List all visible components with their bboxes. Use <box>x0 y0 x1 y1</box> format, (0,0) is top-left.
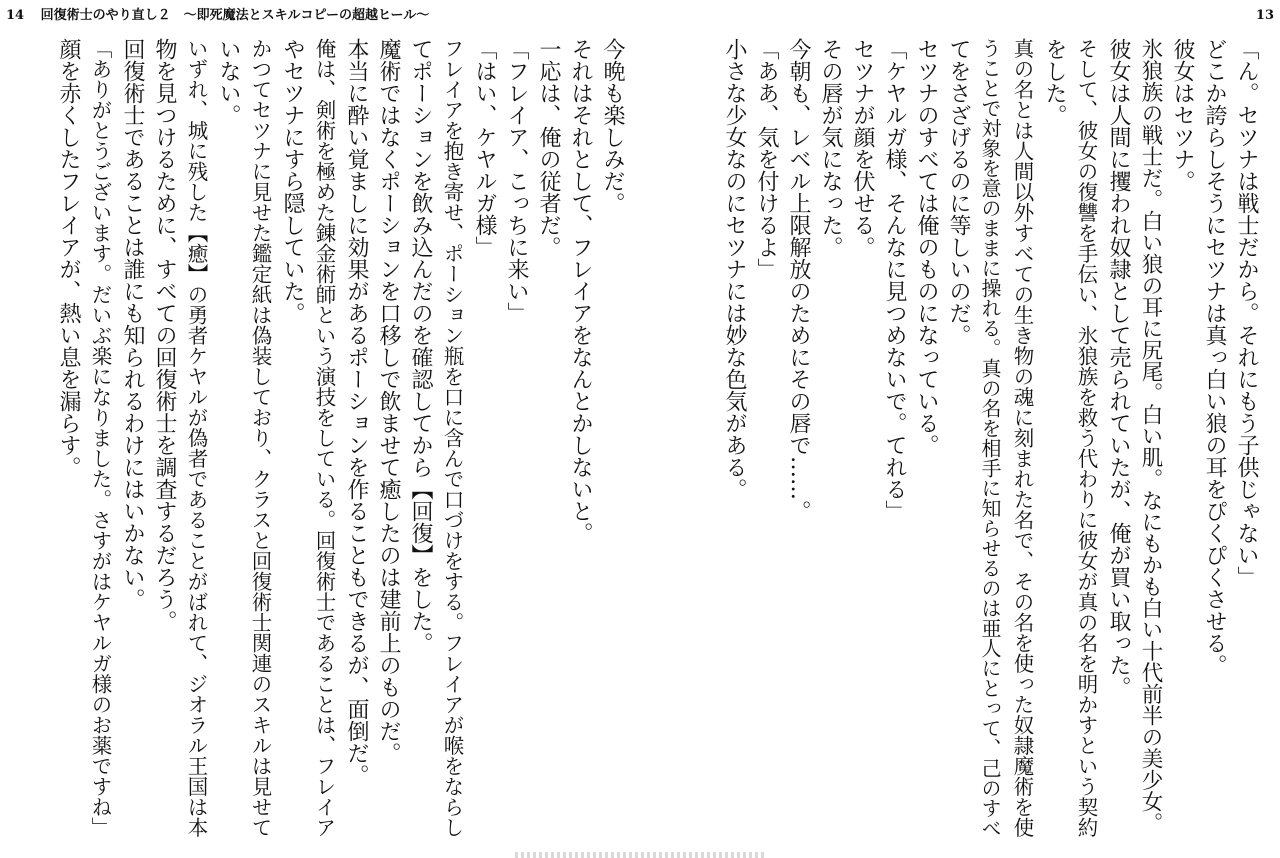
text-line: 物を見つけるために、すべての回復術士を調査するだろう。 <box>152 38 177 632</box>
left-page-number: 14 <box>6 8 25 23</box>
text-line: 氷狼族の戦士だ。白い狼の耳に尻尾。白い肌。なにもかも白い十代前半の美少女。 <box>1138 38 1163 834</box>
text-line: 「フレイア、こっちに来い」 <box>504 38 529 324</box>
text-line: かつてセツナに見せた鑑定紙は偽装しており、クラスと回復術士関連のスキルは見せて <box>248 38 272 838</box>
text-line: 「はい、ケヤルガ様」 <box>472 38 497 258</box>
text-line: そして、彼女の復讐を手伝い、氷狼族を救う代わりに彼女が真の名を明かすという契約 <box>1074 38 1098 838</box>
text-line: その唇が気になった。 <box>818 38 843 258</box>
text-line: 「ん。セツナは戦士だから。それにもう子供じゃない」 <box>1234 38 1259 588</box>
text-line: 彼女はセツナ。 <box>1170 38 1195 192</box>
text-line: 俺は、剣術を極めた錬金術師という演技をしている。回復術士であることは、フレイア <box>312 38 336 838</box>
text-line: 回復術士であることは誰にも知られるわけにはいかない。 <box>120 38 145 610</box>
text-line: それはそれとして、フレイアをなんとかしないと。 <box>568 38 593 544</box>
text-line: てをさざげるのに等しいのだ。 <box>946 38 971 346</box>
text-line: 一応は、俺の従者だ。 <box>536 38 561 258</box>
text-line: セツナのすべては俺のものになっている。 <box>914 38 939 456</box>
text-line: どこか誇らしそうにセツナは真っ白い狼の耳をぴくぴくさせる。 <box>1202 38 1227 676</box>
text-line: てポーションを飲み込んだのを確認してから【回復】をした。 <box>408 38 433 654</box>
text-line: 彼女は人間に攫われ奴隷として売られていたが、俺が買い取った。 <box>1106 38 1131 698</box>
text-line: 「ありがとうございます。だいぶ楽になりました。さすがはケヤルガ様のお薬ですね」 <box>88 38 112 838</box>
text-line: 今晩も楽しみだ。 <box>600 38 625 214</box>
text-line: 顔を赤くしたフレイアが、熱い息を漏らす。 <box>56 38 81 478</box>
left-page-header <box>6 6 429 26</box>
text-line: いない。 <box>216 38 241 126</box>
text-line: フレイアを抱き寄せ、ポーション瓶を口に含んで口づけをする。フレイアが喉をならし <box>440 38 464 838</box>
text-line: 「ああ、気を付けるよ」 <box>754 38 779 280</box>
text-line: 今朝も、レベル上限解放のためにその唇で……。 <box>786 38 811 522</box>
text-line: 真の名とは人間以外すべての生き物の魂に刻まれた名で、その名を使った奴隷魔術を使 <box>1010 38 1034 838</box>
text-line: 「ケヤルガ様、そんなに見つめないで。てれる」 <box>882 38 907 522</box>
text-line: うことで対象を意のままに操れる。真の名を相手に知らせるのは亜人にとって、己のすべ <box>978 38 1002 838</box>
text-line: 本当に酔い覚ましに効果があるポーションを作ることもできるが、面倒だ。 <box>344 38 369 786</box>
text-line: 魔術ではなくポーションを口移しで飲ませて癒したのは建前上のものだ。 <box>376 38 401 764</box>
text-line: をした。 <box>1042 38 1067 126</box>
scan-artifact <box>515 852 765 858</box>
text-line: セツナが顔を伏せる。 <box>850 38 875 258</box>
text-line: いずれ、城に残した【癒】の勇者ケヤルが偽者であることがばれて、ジオラル王国は本 <box>184 38 208 838</box>
text-line: 小さな少女なのにセツナには妙な色気がある。 <box>722 38 747 500</box>
right-page-number: 13 <box>1255 8 1274 23</box>
text-line: やセツナにすら隠していた。 <box>280 38 305 324</box>
running-title: 回復術士のやり直し２ ～即死魔法とスキルコピーの超越ヒール～ <box>40 8 430 23</box>
